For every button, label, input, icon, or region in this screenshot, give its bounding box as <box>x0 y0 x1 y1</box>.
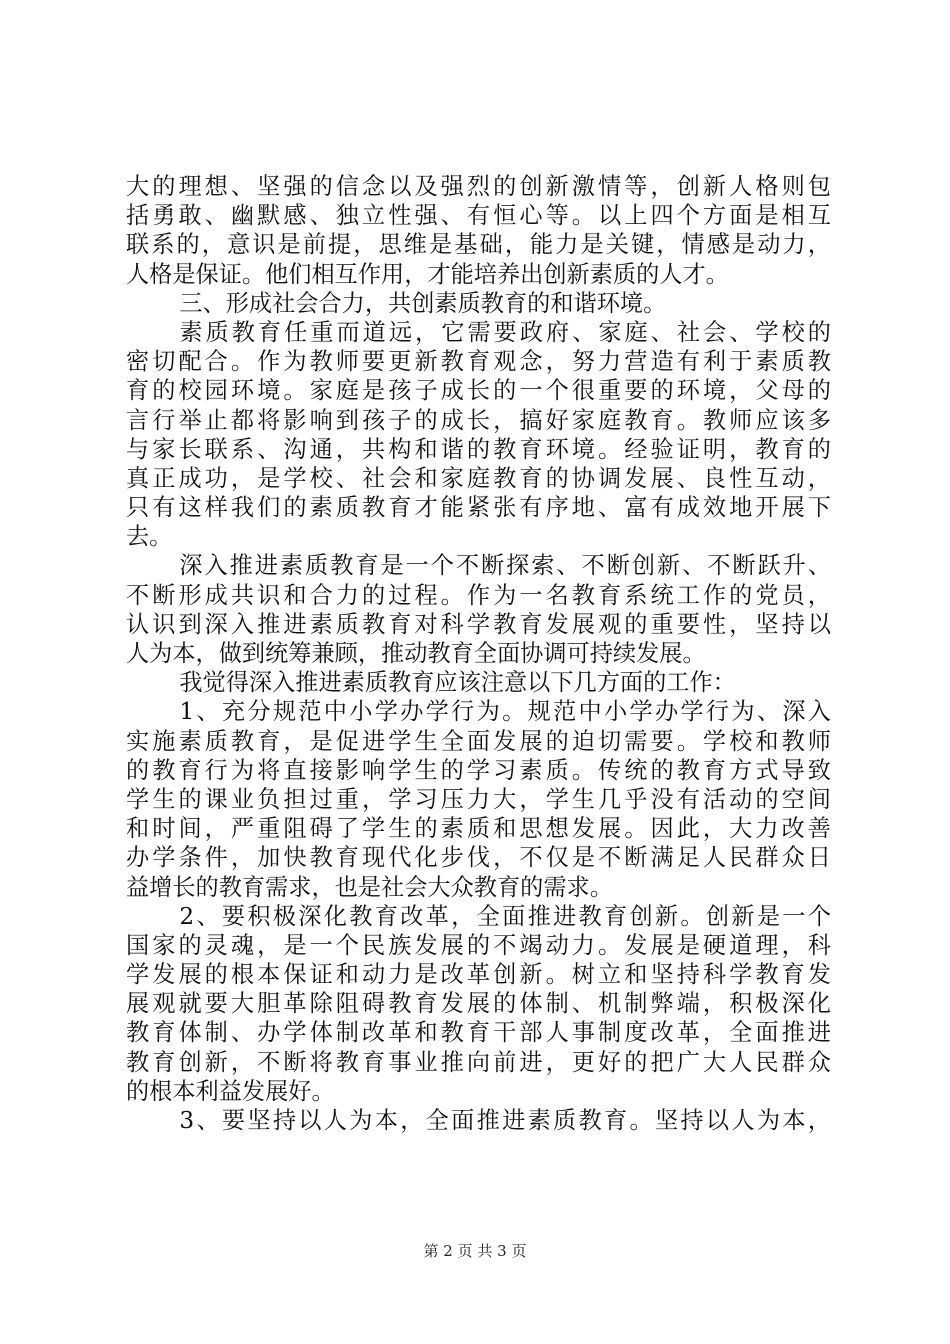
text-line: 国家的灵魂，是一个民族发展的不竭动力。发展是硬道理，科 <box>126 931 831 959</box>
text-line: 人格是保证。他们相互作用，才能培养出创新素质的人才。 <box>126 260 729 288</box>
text-line: 认识到深入推进素质教育对科学教育发展观的重要性，坚持以 <box>126 610 831 638</box>
text-line: 育的校园环境。家庭是孩子成长的一个很重要的环境，父母的 <box>126 377 831 405</box>
text-line: 2、要积极深化教育改革，全面推进教育创新。创新是一个 <box>179 902 831 930</box>
text-line: 1、充分规范中小学办学行为。规范中小学办学行为、深入 <box>179 698 831 726</box>
text-line: 实施素质教育，是促进学生全面发展的迫切需要。学校和教师 <box>126 727 831 755</box>
text-line: 益增长的教育需求，也是社会大众教育的需求。 <box>126 873 613 901</box>
text-line: 和时间，严重阻碍了学生的素质和思想发展。因此，大力改善 <box>126 815 831 843</box>
text-line: 办学条件，加快教育现代化步伐，不仅是不断满足人民群众日 <box>126 844 831 872</box>
text-line: 的根本利益发展好。 <box>126 1077 335 1105</box>
text-line: 素质教育任重而道远，它需要政府、家庭、社会、学校的 <box>179 318 831 346</box>
page-footer: 第 2 页 共 3 页 <box>423 1242 527 1260</box>
text-line: 联系的，意识是前提，思维是基础，能力是关键，情感是动力， <box>126 231 831 259</box>
text-line: 教育创新，不断将教育事业推向前进，更好的把广大人民群众 <box>126 1048 831 1076</box>
text-line: 展观就要大胆革除阻碍教育发展的体制、机制弊端，积极深化 <box>126 990 831 1018</box>
text-line: 言行举止都将影响到孩子的成长，搞好家庭教育。教师应该多 <box>126 406 831 434</box>
text-line: 的教育行为将直接影响学生的学习素质。传统的教育方式导致 <box>126 756 831 784</box>
text-line: 去。 <box>126 523 173 551</box>
text-line: 密切配合。作为教师要更新教育观念，努力营造有利于素质教 <box>126 348 831 376</box>
text-line: 与家长联系、沟通，共构和谐的教育环境。经验证明，教育的 <box>126 435 831 463</box>
text-line: 我觉得深入推进素质教育应该注意以下几方面的工作： <box>179 669 736 697</box>
text-line: 大的理想、坚强的信念以及强烈的创新激情等，创新人格则包 <box>126 173 831 200</box>
text-line: 不断形成共识和合力的过程。作为一名教育系统工作的党员， <box>126 581 831 609</box>
text-line: 3、要坚持以人为本，全面推进素质教育。坚持以人为本， <box>179 1107 831 1134</box>
body-text <box>126 172 831 1135</box>
text-line: 三、形成社会合力，共创素质教育的和谐环境。 <box>179 289 667 317</box>
text-line: 深入推进素质教育是一个不断探索、不断创新、不断跃升、 <box>179 552 831 580</box>
text-line: 教育体制、办学体制改革和教育干部人事制度改革，全面推进 <box>126 1019 831 1047</box>
text-line: 括勇敢、幽默感、独立性强、有恒心等。以上四个方面是相互 <box>126 202 831 230</box>
text-line: 人为本，做到统筹兼顾，推动教育全面协调可持续发展。 <box>126 640 706 667</box>
text-line: 只有这样我们的素质教育才能紧张有序地、富有成效地开展下 <box>126 494 831 522</box>
text-line: 真正成功，是学校、社会和家庭教育的协调发展、良性互动， <box>126 464 831 492</box>
text-line: 学生的课业负担过重，学习压力大，学生几乎没有活动的空间 <box>126 785 831 813</box>
text-line: 学发展的根本保证和动力是改革创新。树立和坚持科学教育发 <box>126 961 831 989</box>
